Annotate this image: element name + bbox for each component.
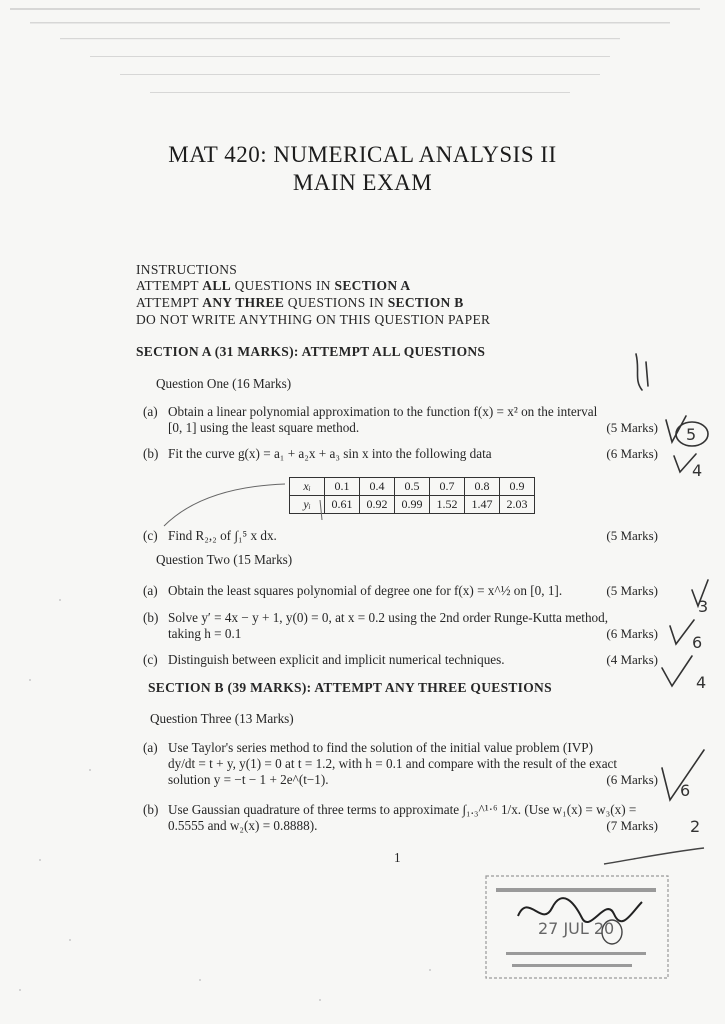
table-cell: 0.92 xyxy=(360,496,395,514)
q1a-marks: (5 Marks) xyxy=(606,420,658,435)
instruction-line-2 xyxy=(136,295,464,311)
instruction-emphasis: SECTION B xyxy=(387,295,464,310)
scan-noise xyxy=(0,0,725,120)
section-b-heading: SECTION B (39 MARKS): ATTEMPT ANY THREE QUESTIONS xyxy=(148,680,552,695)
q2b-label: (b) xyxy=(143,610,159,625)
q2a-marks: (5 Marks) xyxy=(606,583,658,598)
stamp-date: 27 JUL 20 xyxy=(538,919,615,938)
instruction-text: ATTEMPT xyxy=(136,295,203,310)
q1c-marks: (5 Marks) xyxy=(606,528,658,543)
q2c-label: (c) xyxy=(143,652,158,667)
check-mark xyxy=(670,620,694,644)
instruction-line-1 xyxy=(136,278,410,294)
q2c-marks: (4 Marks) xyxy=(606,652,658,667)
check-mark xyxy=(692,580,708,606)
table-cell: 0.1 xyxy=(325,478,360,496)
q1a-label: (a) xyxy=(143,404,158,419)
instruction-emphasis: ALL xyxy=(202,278,231,293)
q3b-score: 2 xyxy=(690,817,701,836)
data-table xyxy=(289,477,535,514)
page-number: 1 xyxy=(394,850,401,865)
exam-type: MAIN EXAM xyxy=(292,170,433,195)
check-mark xyxy=(662,656,692,686)
table-row-x xyxy=(290,478,535,496)
q2a-score: 3 xyxy=(698,597,709,616)
table-cell: 0.7 xyxy=(430,478,465,496)
q2b-text-line2: taking h = 0.1 xyxy=(168,626,242,641)
q3b-text-line1: Use Gaussian quadrature of three terms to approximate ∫₁.₃^¹·⁶ 1/x. (Use w₁(x) = w₃(x) = xyxy=(168,802,637,817)
pen-stroke xyxy=(646,362,648,386)
table-cell: 1.47 xyxy=(465,496,500,514)
check-mark xyxy=(666,416,686,442)
instruction-text: ATTEMPT xyxy=(136,278,203,293)
department-stamp xyxy=(482,872,672,982)
q1b-score: 4 xyxy=(692,461,703,480)
q1b-text: Fit the curve g(x) = a₁ + a₂x + a₃ sin x into the following data xyxy=(168,446,492,461)
section-a-heading: SECTION A (31 MARKS): ATTEMPT ALL QUESTIONS xyxy=(136,344,486,359)
pen-underline xyxy=(600,840,710,870)
table-cell: 0.5 xyxy=(395,478,430,496)
instructions-heading: INSTRUCTIONS xyxy=(136,262,238,277)
q2b-marks: (6 Marks) xyxy=(606,626,658,641)
table-cell: 2.03 xyxy=(500,496,535,514)
question-three-heading: Question Three (13 Marks) xyxy=(150,711,294,726)
instruction-text: QUESTIONS IN xyxy=(230,278,335,293)
check-mark xyxy=(662,750,704,800)
question-one-heading: Question One (16 Marks) xyxy=(156,376,292,391)
q2c-text: Distinguish between explicit and implicit numerical techniques. xyxy=(168,652,505,667)
table-cell: 0.8 xyxy=(465,478,500,496)
course-title: MAT 420: NUMERICAL ANALYSIS II xyxy=(168,142,557,167)
instruction-emphasis: SECTION A xyxy=(334,278,411,293)
q1a-text-line1: Obtain a linear polynomial approximation to the function f(x) = x² on the interval xyxy=(168,404,598,419)
q3b-label: (b) xyxy=(143,802,159,817)
q3b-marks: (7 Marks) xyxy=(606,818,658,833)
q3a-text-line1: Use Taylor's series method to find the solution of the initial value problem (IVP) xyxy=(168,740,593,755)
table-row-y xyxy=(290,496,535,514)
check-mark xyxy=(674,454,696,472)
q3a-marks: (6 Marks) xyxy=(606,772,658,787)
q2b-text-line1: Solve y′ = 4x − y + 1, y(0) = 0, at x = 0.2 using the 2nd order Runge-Kutta method, xyxy=(168,610,609,625)
q3a-label: (a) xyxy=(143,740,158,755)
pen-stroke xyxy=(636,354,642,390)
table-cell: 1.52 xyxy=(430,496,465,514)
q3a-text-line3: solution y = −t − 1 + 2e^(t−1). xyxy=(168,772,329,787)
table-cell: 0.99 xyxy=(395,496,430,514)
q1a-score: 5 xyxy=(686,425,697,444)
instruction-line-3: DO NOT WRITE ANYTHING ON THIS QUESTION PAPER xyxy=(136,312,491,327)
q1b-marks: (6 Marks) xyxy=(606,446,658,461)
q2a-label: (a) xyxy=(143,583,158,598)
q2a-text: Obtain the least squares polynomial of degree one for f(x) = x^½ on [0, 1]. xyxy=(168,583,563,598)
instruction-emphasis: ANY THREE xyxy=(202,295,285,310)
q1c-text: Find R₂,₂ of ∫₁⁵ x dx. xyxy=(168,528,277,543)
q2c-score: 4 xyxy=(696,673,707,692)
q1a-text-line2: [0, 1] using the least square method. xyxy=(168,420,360,435)
instruction-text: QUESTIONS IN xyxy=(284,295,388,310)
q1c-label: (c) xyxy=(143,528,158,543)
table-cell: yᵢ xyxy=(290,496,325,514)
q3a-text-line2: dy/dt = t + y, y(1) = 0 at t = 1.2, with h = 0.1 and compare with the result of the exact xyxy=(168,756,618,771)
question-two-heading: Question Two (15 Marks) xyxy=(156,552,293,567)
score-circle xyxy=(676,422,708,446)
table-cell: 0.9 xyxy=(500,478,535,496)
q3a-score: 6 xyxy=(680,781,691,800)
table-cell: xᵢ xyxy=(290,478,325,496)
table-cell: 0.61 xyxy=(325,496,360,514)
table-cell: 0.4 xyxy=(360,478,395,496)
q2b-score: 6 xyxy=(692,633,703,652)
q3b-text-line2: 0.5555 and w₂(x) = 0.8888). xyxy=(168,818,318,833)
q1b-label: (b) xyxy=(143,446,159,461)
